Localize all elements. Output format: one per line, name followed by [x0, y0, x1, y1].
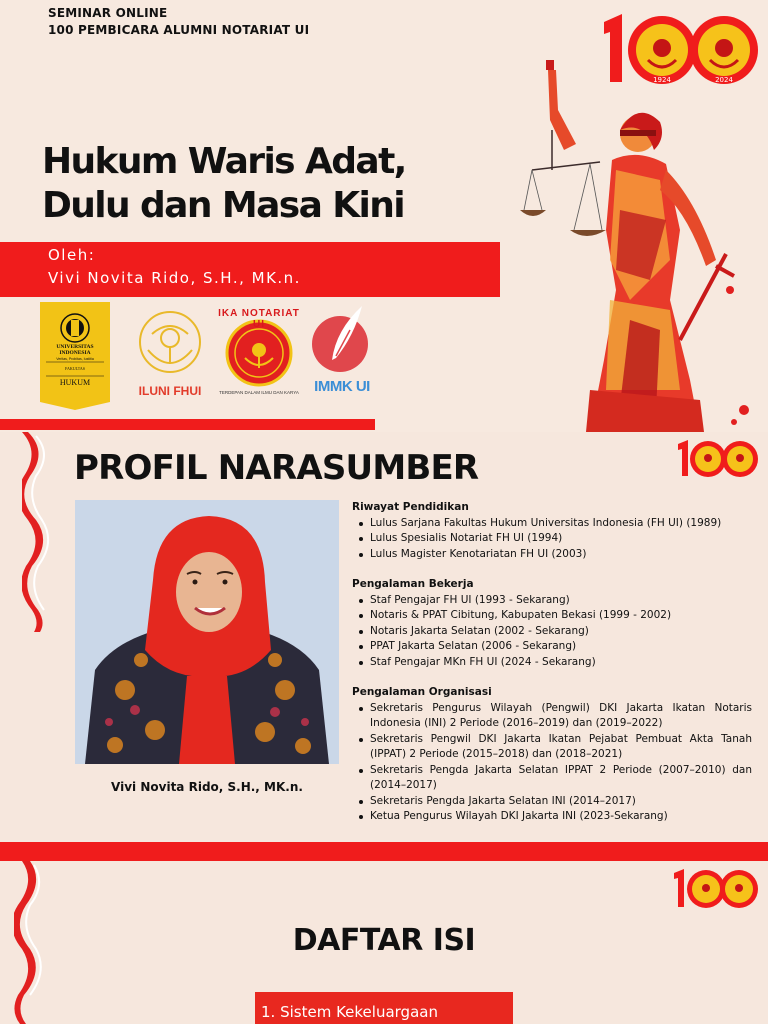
work-heading: Pengalaman Bekerja — [352, 578, 474, 590]
speaker-photo — [75, 500, 339, 764]
fh-ui-text-3: Veritas, Probitas, Iustitia — [56, 357, 94, 361]
fh-ui-logo — [40, 302, 110, 410]
list-item: PPAT Jakarta Selatan (2006 - Sekarang) — [352, 639, 752, 655]
title-line-2: Dulu dan Masa Kini — [42, 185, 405, 226]
speaker-name: Vivi Novita Rido, S.H., MK.n. — [48, 269, 301, 287]
event-kicker — [48, 5, 309, 39]
list-item: Lulus Sarjana Fakultas Hukum Universitas Indonesia (FH UI) (1989) — [352, 516, 752, 532]
title-slide — [0, 0, 768, 432]
profile-slide — [0, 432, 768, 842]
slide-divider — [0, 842, 768, 861]
accent-bar — [0, 419, 375, 430]
lady-justice-illustration — [520, 60, 760, 432]
fh-ui-text-2: INDONESIA — [59, 350, 91, 356]
anniv-year-end: 2024 — [715, 76, 733, 84]
profile-title: PROFIL NARASUMBER — [74, 448, 479, 488]
title-line-1: Hukum Waris Adat, — [42, 141, 406, 182]
toc-slide — [0, 861, 768, 1024]
list-item: Notaris & PPAT Cibitung, Kabupaten Bekasi (1999 - 2002) — [352, 608, 752, 624]
organization-list — [352, 701, 752, 825]
flag-ribbon-decoration — [22, 432, 52, 632]
toc-item[interactable]: 1. Sistem Kekeluargaan — [255, 992, 513, 1024]
list-item: Sekretaris Pengda Jakarta Selatan INI (2014–2017) — [352, 794, 752, 810]
kicker-line-1: SEMINAR ONLINE — [48, 6, 168, 20]
by-label: Oleh: — [48, 246, 96, 264]
anniv-year-start: 1924 — [653, 76, 671, 84]
fh-ui-text-1: UNIVERSITAS — [56, 344, 94, 350]
list-item: Lulus Spesialis Notariat FH UI (1994) — [352, 531, 752, 547]
anniversary-100-logo-small — [676, 436, 758, 480]
ika-top-text: IKA NOTARIAT UI — [218, 308, 300, 330]
iluni-label: ILUNI FHUI — [138, 384, 202, 398]
education-heading: Riwayat Pendidikan — [352, 501, 469, 513]
fh-ui-text-5: HUKUM — [59, 378, 91, 387]
list-item: Sekretaris Pengda Jakarta Selatan IPPAT 2 Periode (2007–2010) dan (2014–2017) — [352, 763, 752, 794]
presentation-title — [42, 140, 406, 228]
anniversary-100-logo-small — [672, 865, 758, 911]
anniversary-100-logo — [600, 8, 760, 88]
speaker-cv — [352, 500, 752, 840]
work-list — [352, 593, 752, 671]
list-item: Sekretaris Pengwil DKI Jakarta Ikatan Pejabat Pembuat Akta Tanah (IPPAT) 2 Periode (2015–2018) dan (2018–2021) — [352, 732, 752, 763]
list-item: Staf Pengajar MKn FH UI (2024 - Sekarang) — [352, 655, 752, 671]
ika-bottom-text: TERDEPAN DALAM ILMU DAN KARYA — [219, 390, 299, 395]
list-item: Lulus Magister Kenotariatan FH UI (2003) — [352, 547, 752, 563]
immk-label: IMMK UI — [314, 378, 370, 395]
list-item: Ketua Pengurus Wilayah DKI Jakarta INI (2023-Sekarang) — [352, 809, 752, 825]
list-item: Notaris Jakarta Selatan (2002 - Sekarang) — [352, 624, 752, 640]
education-list — [352, 516, 752, 563]
iluni-fhui-logo — [132, 306, 208, 402]
kicker-line-2: 100 PEMBICARA ALUMNI NOTARIAT UI — [48, 23, 310, 37]
immk-ui-logo — [306, 300, 378, 404]
organization-heading: Pengalaman Organisasi — [352, 686, 492, 698]
speaker-band — [0, 242, 500, 297]
list-item: Staf Pengajar FH UI (1993 - Sekarang) — [352, 593, 752, 609]
toc-title: DAFTAR ISI — [292, 923, 476, 958]
list-item: Sekretaris Pengurus Wilayah (Pengwil) DKI Jakarta Ikatan Notaris Indonesia (INI) 2 Periode (2016–2019) dan (2019–2022) — [352, 701, 752, 732]
photo-caption: Vivi Novita Rido, S.H., MK.n. — [111, 780, 303, 794]
ika-notariat-logo — [212, 306, 306, 400]
fh-ui-text-4: FAKULTAS — [65, 366, 85, 371]
